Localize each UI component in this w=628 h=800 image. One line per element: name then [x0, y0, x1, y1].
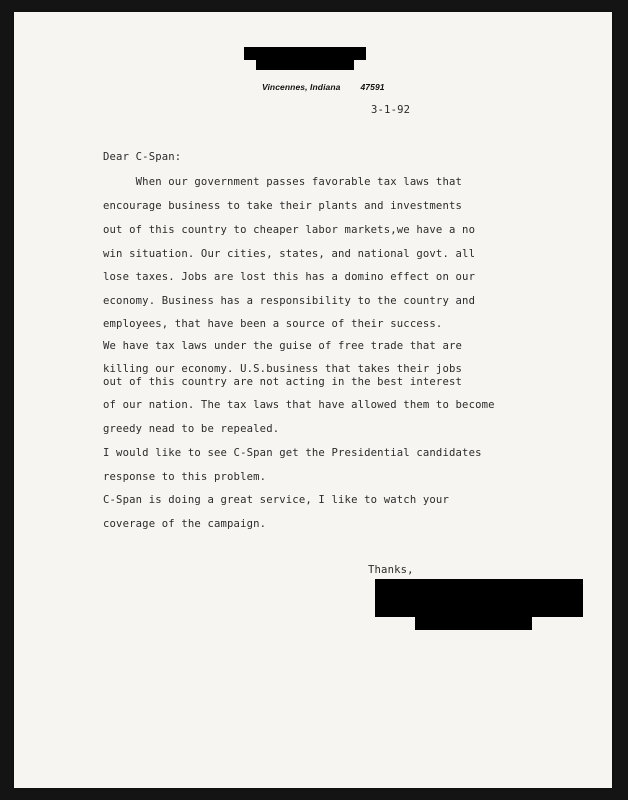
- body-line: coverage of the campaign.: [103, 518, 267, 530]
- body-line: economy. Business has a responsibility to the country and: [103, 295, 476, 307]
- body-line: employees, that have been a source of their success.: [103, 318, 443, 330]
- body-line: win situation. Our cities, states, and national govt. all: [103, 248, 476, 260]
- body-line: When our government passes favorable tax laws that: [103, 176, 463, 188]
- letterhead-zip: 47591: [360, 82, 385, 92]
- body-line: out of this country are not acting in the best interest: [103, 376, 463, 388]
- body-line: response to this problem.: [103, 471, 267, 483]
- body-line: I would like to see C-Span get the Presidential candidates: [103, 447, 482, 459]
- letter-date: 3-1-92: [371, 104, 411, 116]
- signature-redaction-lower: [415, 615, 532, 630]
- body-line: encourage business to take their plants and investments: [103, 200, 463, 212]
- signature-redaction: [375, 579, 583, 617]
- body-line: of our nation. The tax laws that have allowed them to become: [103, 399, 495, 411]
- body-line: greedy nead to be repealed.: [103, 423, 280, 435]
- body-line: lose taxes. Jobs are lost this has a domino effect on our: [103, 271, 476, 283]
- letterhead-address: [262, 82, 385, 92]
- salutation: Dear C-Span:: [103, 151, 182, 163]
- body-line: out of this country to cheaper labor markets,we have a no: [103, 224, 476, 236]
- letterhead-city: Vincennes, Indiana: [262, 82, 341, 92]
- letter-page: [14, 12, 612, 788]
- body-line: We have tax laws under the guise of free trade that are: [103, 340, 463, 352]
- letterhead-redaction-lower: [256, 58, 354, 70]
- closing: Thanks,: [368, 564, 414, 576]
- body-line: killing our economy. U.S.business that takes their jobs: [103, 363, 463, 375]
- body-line: C-Span is doing a great service, I like to watch your: [103, 494, 449, 506]
